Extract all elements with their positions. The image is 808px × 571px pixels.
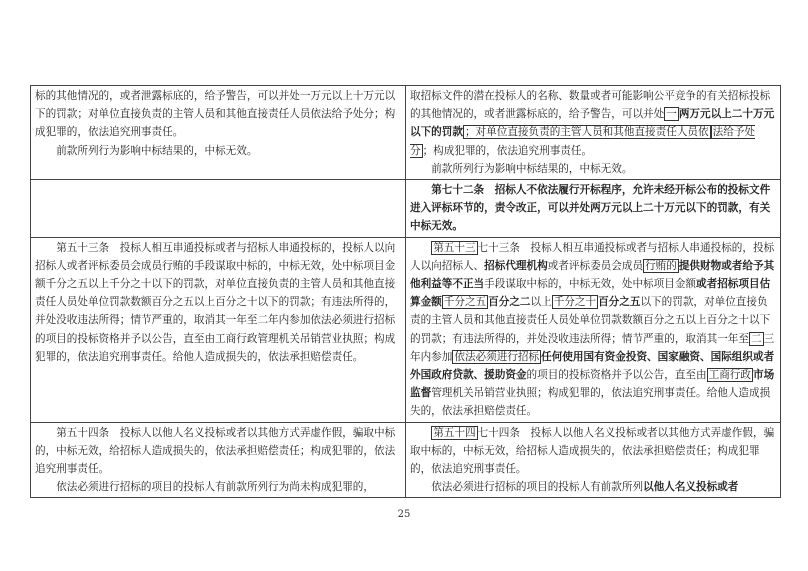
added-text: 或者招标项目估算金额: [410, 278, 771, 309]
left-cell: [31, 237, 406, 422]
left-cell: [31, 180, 406, 238]
paragraph: 标的其他情况的，或者泄露标底的，给予警告，可以并处一万元以上十万元以下的罚款；对单位直接负责的主管人员和其他直接责任人员依法给予处分；构成犯罪的，依法追究刑事责任。: [35, 90, 396, 139]
paragraph: 第五十三条 投标人相互串通投标或者与招标人串通投标的，投标人以向招标人或者评标委员会成员行贿的手段谋取中标的，中标无效，处中标项目金额千分之五以上千分之十以下的罚款，对单位直接负责的主管人员和其他直接责任人员处单位罚款数额百分之五以上百分之十以下的罚款；有违法所得的，并处没收违法所得；情节严重的，取消其一年至二年内参加依法必须进行招标的项目的投标资格并予以公告，直至由工商行政管理机关吊销营业执照；构成犯罪的，依法追究刑事责任。给他人造成损失的，依法承担赔偿责任。: [35, 241, 396, 363]
paragraph: 取招标文件的潜在投标人的名称、数量或者可能影响公平竞争的有关招标投标的其他情况的，或者泄露标底的，给予警告，可以并处 一 两万元以上二十万元以下的罚款 ；对单位直接负责的主管人员和其他直接责任人员依 法给予处分 ；构成犯罪的，依法追究刑事责任。: [410, 90, 775, 157]
table-row: [31, 86, 781, 180]
paragraph: 第五十三 七十三条 投标人相互串通投标或者与招标人串通投标的，投标人以向招标人、招标代理机构或者评标委员会成员 行贿的 提供财物或者给予其他利益等不正当手段谋取中标的，中标无效，处中标项目金额或者招标项目估算金额 千分之五 百分之二以上 千分之十 百分之五以下的罚款，对单位直接负责的主管人员和其他直接责任人员处单位罚款数额百分之五以上百分之十以下的罚款；有违法所得的，并处没收违法所得；情节严重的，取消其一年至 二 三年内参加 依法必须进行招标 任何使用国有资金投资、国家融资、国际组织或者外国政府贷款、援助资金的项目的投标资格并予以公告，直至由 工商行政 市场监督管理机关吊销营业执照；构成犯罪的，依法追究刑事责任。给他人造成损失的，依法承担赔偿责任。: [410, 241, 775, 418]
paragraph: 第五十四条 投标人以他人名义投标或者以其他方式弄虚作假，骗取中标的，中标无效，给招标人造成损失的，依法承担赔偿责任；构成犯罪的，依法追究刑事责任。: [35, 426, 396, 476]
paragraph: 依法必须进行招标的项目的投标人有前款所列行为尚未构成犯罪的，: [56, 481, 374, 494]
paragraph: 依法必须进行招标的项目的投标人有前款所列以他人名义投标或者: [431, 481, 739, 494]
paragraph: 第五十四 七十四条 投标人以他人名义投标或者以其他方式弄虚作假，骗取中标的，中标无效，给招标人造成损失的，依法承担赔偿责任；构成犯罪的，依法追究刑事责任。: [410, 426, 775, 476]
left-cell: [31, 86, 406, 180]
deleted-text: ；对单位直接负责的主管人员和其他直接责任人员依: [464, 126, 709, 139]
comparison-table: [30, 85, 781, 498]
deleted-text: 第五十三: [433, 241, 476, 254]
right-cell: [406, 237, 781, 422]
added-text: 市场监督: [410, 369, 775, 400]
paragraph: 前款所列行为影响中标结果的，中标无效。: [56, 144, 258, 157]
added-text: 任何使用国有资金投资、国家融资、国际组织或者外国政府贷款、援助资金: [410, 350, 775, 382]
deleted-text: 工商行政: [708, 369, 751, 382]
added-text: 招标代理机构: [484, 259, 548, 272]
deleted-text: 二: [751, 332, 762, 345]
left-cell: [31, 422, 406, 498]
deleted-text: 行贿的: [645, 259, 677, 272]
added-text: 百分之五: [598, 296, 641, 309]
table-row: [31, 237, 781, 422]
table-row: [31, 422, 781, 498]
added-text: 百分之二: [488, 296, 531, 309]
paragraph: 第七十二条 招标人不依法履行开标程序，允许未经开标公布的投标文件进入评标环节的，责令改正，可以并处两万元以上二十万元以下的罚款，有关中标无效。: [410, 184, 771, 233]
table-row: [31, 180, 781, 238]
added-text: 提供财物或者给予其他利益等不正当: [410, 259, 775, 291]
deleted-text: 一: [666, 108, 677, 121]
deleted-text: 依法必须进行招标: [454, 350, 540, 363]
right-cell: [406, 180, 781, 238]
deleted-text: 千分之十: [553, 296, 597, 309]
deleted-text: 第五十四: [433, 426, 476, 439]
right-cell: [406, 422, 781, 498]
deleted-text: 千分之五: [443, 296, 487, 309]
added-text: 以他人名义投标或者: [643, 481, 739, 494]
page-number: 25: [397, 509, 411, 520]
deleted-text: 法给予处分: [410, 126, 755, 157]
right-cell: [406, 86, 781, 180]
added-text: 两万元以上二十万元以下的罚款: [410, 108, 775, 139]
paragraph: 前款所列行为影响中标结果的，中标无效。: [431, 162, 633, 175]
